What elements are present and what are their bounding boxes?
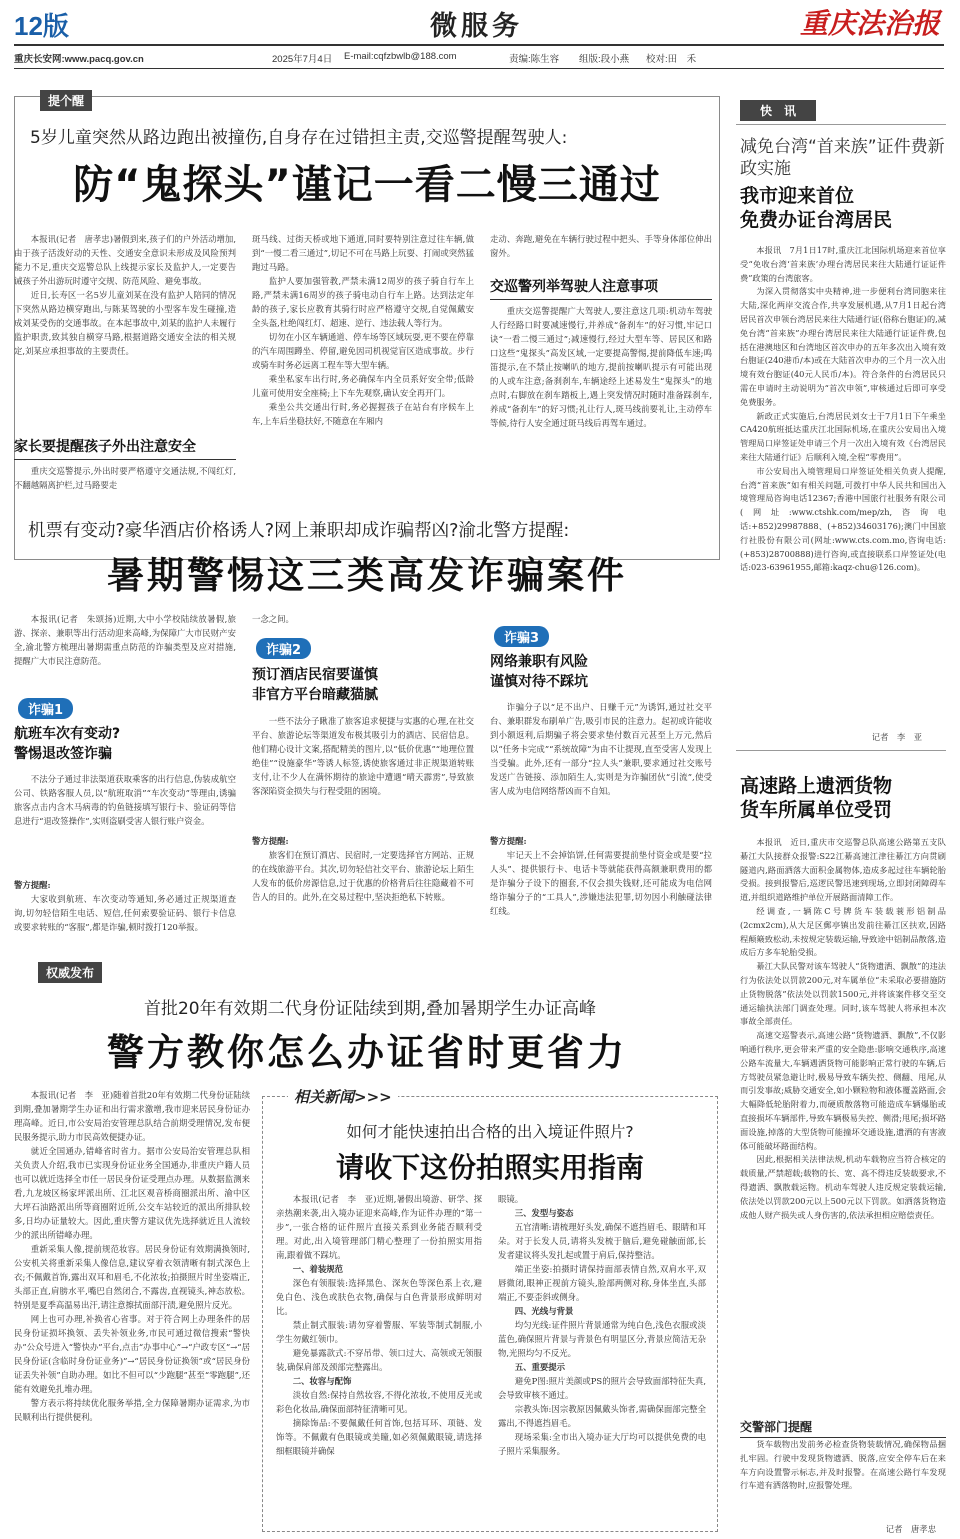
article-kicker: 5岁儿童突然从路边跑出被撞伤,自身存在过错担主责,交巡警提醒驾驶人: <box>30 128 568 148</box>
divider <box>14 68 944 69</box>
paragraph: 均匀光线:证件照片背景通常为纯白色,浅色衣服或淡蓝色,确保照片背景与背景色有明显区分,背景应简洁无杂物,光照均匀不反光。 <box>498 1320 706 1358</box>
layout-editor: 组版:段小燕 <box>579 54 630 65</box>
fraud-subtitle: 航班车次有变动? 警惕退改签诈骗 <box>14 726 121 762</box>
section-heading: 三、发型与姿态 <box>514 1208 574 1218</box>
paragraph: 避免暴露款式:不穿吊带、领口过大、高领或无领服装,确保肩部及颈部完整露出。 <box>276 1348 482 1372</box>
article-kicker: 首批20年有效期二代身份证陆续到期,叠加暑期学生办证高峰 <box>143 999 597 1019</box>
article-column <box>252 232 474 498</box>
article-column <box>14 1088 250 1536</box>
section-heading: 一、着装规范 <box>292 1264 344 1274</box>
header-info-bar <box>14 48 944 66</box>
divider <box>14 44 944 46</box>
fraud-label-3 <box>494 626 549 647</box>
paragraph: 禁止制式服装:请勿穿着警服、军装等制式制服,小学生勿戴红领巾。 <box>276 1320 482 1344</box>
fraud-label-1 <box>18 698 73 719</box>
tip-label: 警方提醒: <box>14 880 51 890</box>
date: 2025年7月4日 <box>272 54 333 65</box>
page-number: 12版 <box>14 11 69 41</box>
email[interactable]: E-mail:cqfzbwlb@188.com <box>344 51 457 62</box>
paragraph: 避免P图:照片美颜或PS的照片会导致面部特征失真,会导致审核不通过。 <box>498 1376 706 1400</box>
article-kicker: 机票有变动?豪华酒店价格诱人?网上兼职却成诈骗帮凶?渝北警方提醒: <box>28 521 570 541</box>
section-tag: 提个醒 <box>40 90 92 111</box>
paragraph: 市公安局出入境管理局口岸签证处相关负责人提醒,台湾“首来族”如有相关问题,可拨打中华人民共和国出入境管理局咨询电话12367;香港中国旅行社服务有限公司(网址:www.ctshk.com/mep/zh,咨询电话:+852)29987888、(+852)34603176);澳门中国旅行社股份有限公司(网址:www.cts.com.mo,咨询电话:(+853)28700888)进行咨询,或直接联系口岸签证处(电话:023-63961955,邮箱:kaqz-chu@126.com)。 <box>740 465 946 573</box>
section-title: 微服务 <box>430 11 523 42</box>
paragraph: 新政正式实施后,台湾居民刘女士于7月1日下午乘坐CA420航班抵达重庆江北国际机场,在重庆公安局出入境管理局口岸签证处申请三个月一次出入境有效《台湾居民来往大陆通行证》后顺利入境,全程“零费用”。 <box>740 410 946 462</box>
related-headline: 请收下这份拍照实用指南 <box>335 1151 644 1184</box>
news-body <box>740 244 946 718</box>
paragraph: 走动、奔跑,避免在车辆行驶过程中把头、手等身体部位伸出窗外。 <box>490 234 712 258</box>
paragraph: 淡妆自然:保持自然妆容,不得化浓妆,不使用反光或彩色化妆品,确保面部特征清晰可见。 <box>276 1390 482 1414</box>
section-heading: 四、光线与背景 <box>514 1306 574 1316</box>
paragraph: 现场采集:全市出入境办证大厅均可以提供免费的电子照片采集服务。 <box>498 1432 706 1456</box>
section-heading: 五、重要提示 <box>514 1362 566 1372</box>
byline: 记者 李 亚 <box>871 732 922 742</box>
fraud-subtitle: 网络兼职有风险 谨慎对待不踩坑 <box>490 654 588 690</box>
paragraph: 诈骗分子以“足不出户、日赚千元”为诱饵,通过社交平台、兼职群发布刷单广告,吸引市民的注意力。起初或许能收到小额返利,后期骗子将会要求垫付数百元甚至上万元,然后以“任务卡完成”“系统故障”为由不让提现,直至受害人发现上当受骗。此外,还有一部分“拉人头”兼职,要求通过社交账号发送广告链接、添加陌生人,实则是为诈骗团伙“引流”,使受害人成为电信网络帮凶而不自知。 <box>490 702 712 796</box>
paragraph: 重庆交巡警提示,外出时要严格遵守交通法规,不闯红灯,不翻越隔离护栏,过马路要走 <box>14 466 236 490</box>
paragraph: 斑马线、过街天桥或地下通道,同时要特别注意过往车辆,做到“一慢二看三通过”,切记不可在马路上玩耍、打闹或突然猛跑过马路。 <box>252 234 474 272</box>
article-column <box>252 714 474 832</box>
paragraph: 高速交巡警表示,高速公路“货物遗洒、飘散”,不仅影响通行秩序,更会带来严重的安全隐患:影响交通秩序,高速公路车流量大,车辆遇洒货物可能影响正常行驶的车辆,后方驾驶员紧急避让时,极易导致车辆失控、侧翻、甩尾,从而引发事故;威胁交通安全,如小颗粒物和液体覆盖路面,会大幅降低轮胎附着力,而硬质散落物可能造成车辆爆胎或直接损坏车辆部件,导致车辆极易失控、侧滑;甩尾;损坏路面设施,掉落的大型货物可能撞坏交通设施,遗洒的有害液体可能破坏路面结构。 <box>740 1030 946 1151</box>
article-column <box>252 612 474 628</box>
article-column <box>498 1192 706 1528</box>
proofreader: 校对:田 禾 <box>646 54 697 65</box>
paragraph: 本报讯 7月1日17时,重庆江北国际机场迎来首位享受“免收台湾‘首来族’办理台湾居民来往大陆通行证证件费”政策的台湾旅客。 <box>740 245 946 283</box>
article-column <box>14 464 236 498</box>
paragraph: 乘坐私家车出行时,务必确保车内全员系好安全带;低龄儿童可使用安全座椅;上下车先观察,确认安全再开门。 <box>252 374 474 398</box>
divider <box>736 124 946 125</box>
paragraph: 不法分子通过非法渠道获取乘客的出行信息,伪装成航空公司、铁路客服人员,以“航班取消”“车次变动”等理由,诱骗旅客点击内含木马病毒的钓鱼链接填写银行卡、验证码等信息进行“退改签操作”,实则盗刷受害人银行账户资金。 <box>14 774 236 826</box>
paragraph: 摘除饰品:不要佩戴任何首饰,包括耳环、项链、发饰等。不佩戴有色眼镜或美瞳,如必须佩戴眼镜,请选择细框眼镜并确保 <box>276 1418 482 1456</box>
paragraph: 重新采集人像,提前规范妆容。居民身份证有效期满换领时,公安机关将重新采集人像信息,建议穿着衣领清晰有制式深色上衣;不佩戴首饰,露出双耳和眉毛,不化浓妆;拍摄照片时坐姿端正,头部正直,肩膀水平,嘴巴自然闭合,不露齿,直视镜头,神态放松。特别是夏季高温易出汗,请注意擦拭面部汗渍,避免照片反光。 <box>14 1244 250 1310</box>
paragraph: 本报讯(记者 朱颂扬)近期,大中小学校陆续放暑假,旅游、探亲、兼职等出行活动迎来高峰,为保障广大市民财产安全,渝北警方梳理出暑期需重点防范的诈骗类型及应对措施,提醒广大市民注意防范。 <box>14 614 236 666</box>
article-column <box>490 304 712 498</box>
brand-logo: 重庆法治报 <box>800 7 941 40</box>
paragraph: 经调查,一辆陈C号牌货车装载蓑形铝制品(2cmx2cm),从大足区郵亭镇出发前往綦江区扶欢,因路程颠簸致松动,未按规定装载运输,导致途中铝制品散落,造成后方多车轮胎受损。 <box>740 905 946 958</box>
paragraph: 监护人要加强管教,严禁未满12周岁的孩子骑自行车上路,严禁未满16周岁的孩子骑电动自行车上路。达到法定年龄的孩子,家长应教育其骑行时应严格遵守交规,自觉佩戴安全头盔,杜绝闯红灯、超速、逆行、违法载人等行为。 <box>252 276 474 328</box>
editor: 责编:陈生容 <box>509 54 560 65</box>
article-column <box>14 232 236 432</box>
section-heading: 二、妆容与配饰 <box>292 1376 352 1386</box>
byline: 记者 唐孝忠 <box>885 1524 936 1534</box>
paragraph: 一念之间。 <box>252 614 294 624</box>
subheading: 家长要提醒孩子外出注意安全 <box>14 436 236 460</box>
subheading: 交巡警列举驾驶人注意事项 <box>490 276 712 300</box>
article-column <box>14 892 236 954</box>
news-headline: 高速路上遗洒货物 货车所属单位受罚 <box>740 775 893 821</box>
section-tag: 快 讯 <box>740 100 816 121</box>
article-column <box>490 232 712 262</box>
article-headline: 防“鬼探头”谨记一看二慢三通过 <box>73 162 661 208</box>
fraud-tag: 诈骗2 <box>256 638 311 659</box>
paragraph: 网上也可办理,补换省心省事。对于符合网上办理条件的居民身份证损坏换领、丢失补领业务,市民可通过微信搜索“警快办”公众号进入“警快办”平台,点击“办事中心”→“户政专区”→“居民身份证(含临时身份证业务)”→“居民身份证换领”或“居民身份证丢失补领”自助办理。如比不但可以“少跑腿”甚至“零跑腿”,还能有效避免扎堆办理。 <box>14 1314 250 1394</box>
paragraph: 大家收到航班、车次变动等通知,务必通过正规渠道查询,切勿轻信陌生电话、短信,任何索要验证码、银行卡信息或要求转账的“客服”,都是诈骗,顿时拨打120举报。 <box>14 894 236 932</box>
tip-label: 警方提醒: <box>490 836 527 846</box>
article-headline: 警方教你怎么办证省时更省力 <box>107 1031 627 1074</box>
paragraph: 警方表示将持续优化服务举措,全力保障暑期办证需求,为市民顺利出行提供便利。 <box>14 1398 250 1422</box>
paragraph: 为深入贯彻落实中央精神,进一步便利台湾同胞来往大陆,深化两岸交流合作,共享发展机遇,从7月1日起台湾居民首次申领台湾居民来往大陆通行证(俗称台胞证)的,减免台湾“首来族”办理台湾居民来往大陆通行证证件费,包括在港澳地区和台湾地区首次申办的五年多次出入境有效台胞证(240港币/本)或在大陆首次申办的三个月一次入出境有效台胞证(40元人民币/本)。符合条件的台湾居民只需在申请时主动说明为“首次申领”,审核通过后即可享受免费服务。 <box>740 286 946 407</box>
paragraph: 近日,长寿区一名5岁儿童刘某在没有监护人陪同的情况下突然从路边横穿跑出,与陈某驾驶的小型客车发生碰撞,造成刘某受伤的交通事故。在本起事故中,刘某的监护人未履行监护职责,致其独自横穿马路,根据道路交通安全法的相关规定,刘某应承担事故的主要责任。 <box>14 290 236 356</box>
paragraph: 乘坐公共交通出行时,务必握握孩子在站台有序候车上车,上车后坐稳扶好,不随意在车厢内 <box>252 402 474 426</box>
related-news-label: 相关新闻>>> <box>288 1086 398 1107</box>
fraud-tag: 诈骗1 <box>18 698 73 719</box>
article-headline: 暑期警惕这三类高发诈骗案件 <box>107 554 627 597</box>
paragraph: 端正坐姿:拍摄时请保持面部表情自然,双肩水平,双唇微闭,眼神正视前方镜头,脸部两侧对称,身体坐直,头部端正,不要歪斜或侧身。 <box>498 1264 706 1302</box>
section-tag: 权威发布 <box>38 962 102 983</box>
fraud-subtitle: 预订酒店民宿要谨慎 非官方平台暗藏猫腻 <box>252 667 378 703</box>
paragraph: 牢记天上不会掉馅饼,任何需要提前垫付资金或是要“拉人头”、提供银行卡、电话卡等就能获得高额兼职费用的都是诈骗分子设下的圈套,不仅会损失钱财,还可能成为电信网络诈骗分子的“工具人”,涉嫌违法犯罪,切勿因小利触碰法律红线。 <box>490 850 712 916</box>
paragraph: 因此,根据相关法律法规,机动车载物应当符合核定的载质量,严禁超载;载物的长、宽、高不得违反装载要求,不得遗洒、飘散载运物。机动车驾驶人违反规定装载运输,依法处以罚款200元以上500元以下罚款。如洒落货物造成他人财产损失或人身伤害的,依法承担相应赔偿责任。 <box>740 1154 946 1220</box>
divider <box>736 750 946 751</box>
paragraph: 就近全国通办,错峰省时省力。据市公安局治安管理总队相关负责人介绍,我市已实现身份证业务全国通办,非重庆户籍人员也可以就近选择全市任一居民身份证受理点办理。从数据监测来看,九龙坡区杨家坪派出所、江北区观音桥商圈派出所、渝中区大坪石油路派出所等商圈附近所,公交车站较近的派出所排队较多,日均办证量较大。因此,重庆警方建议优先选择就近且人流较少的派出所错峰办理。 <box>14 1146 250 1240</box>
paragraph: 本报讯(记者 唐孝忠)暑假到来,孩子们的户外活动增加,由于孩子活泼好动的天性、交通安全意识未形成及风险预判能力不足,重庆交巡警总队上线提示家长及监护人,一定要告诫孩子外出游玩时遵守交规、防范风险、避免事故。 <box>14 234 236 286</box>
tip-label: 警方提醒: <box>252 836 289 846</box>
paragraph: 本报讯(记者 李 亚)近期,暑假出境游、研学、探亲热潮来袭,出入境办证迎来高峰,作为证件办理的“第一步”,一张合格的证件照片直接关系到业务能否顺利受理。对此,出入境管理部门精心整理了一份拍照实用指南,跟着做不踩坑。 <box>276 1194 482 1260</box>
paragraph: 一些不法分子瞅准了旅客追求便捷与实惠的心理,在社交平台、旅游论坛等渠道发布极其吸引力的酒店、民宿信息。他们精心设计文案,搭配精美的图片,以“低价优惠”“地理位置绝佳”“设施豪华”等诱人标签,诱使旅客通过非正规渠道转账支付,让不少人在满怀期待的旅途中遭遇“晴天霹雳”,导致旅客深陷资金损失与行程受阻的困境。 <box>252 716 474 796</box>
subheading: 交警部门提醒 <box>740 1418 946 1438</box>
paragraph: 重庆交巡警提醒广大驾驶人,要注意这几项:机动车驾驶人行经路口时要减速慢行,并养成“备刹车”的好习惯,牢记口诀“一看二慢三通过”;减速慢行,经过大型车等、居民区和路口这些“鬼探头”高发区域,一定要提高警惕,提前降低车速;鸣笛提示,在不禁止按喇叭的地方,提前按喇叭提示有可能出现的人或车注意;备刹刹车,车辆途经上述易发生“鬼探头”的地点时,右脚放在刹车踏板上,遇上突发情况时随时准备踩刹车,养成“备刹车”的好习惯;礼让行人,斑马线前要礼让,主动停车等候,待行人安全通过斑马线后再驾车通过。 <box>490 306 712 428</box>
news-headline: 我市迎来首位 免费办证台湾居民 <box>740 185 893 231</box>
paragraph: 本报讯(记者 李 亚)随着首批20年有效期二代身份证陆续到期,叠加暑期学生办证和出行需求激增,我市迎来居民身份证办理高峰。近日,市公安局治安管理总队结合前期受理情况,发布便民服务提示,助力市民高效便捷办证。 <box>14 1090 250 1142</box>
news-kicker: 减免台湾“首来族”证件费新政实施 <box>740 137 945 179</box>
paragraph: 货车载物出发前务必检查货物装载情况,确保物品捆扎牢固。行驶中发现货物遗洒、脱落,应安全停车后在来车方向设置警示标志,并及时报警。在高速公路行车发现行车道有洒落物时,应报警处理。 <box>740 1439 946 1491</box>
fraud-label-2 <box>256 638 311 659</box>
article-column <box>14 772 236 878</box>
article-column <box>490 700 712 834</box>
news-body <box>740 1438 946 1522</box>
website[interactable]: 重庆长安网:www.pacq.gov.cn <box>14 54 144 65</box>
paragraph: 五官清晰:请梳理好头发,确保不遮挡眉毛、眼睛和耳朵。对于长发人员,请将头发梳于脑后,避免碰触面部,长发者建议将头发扎起或置于肩后,保持整洁。 <box>498 1222 706 1260</box>
paragraph: 綦江大队民警对该车驾驶人“货物遗洒、飘散”的违法行为依法处以罚款200元,对车属单位“未采取必要措施防止货物脱落”依法处以罚款1500元,并将该案件移交至交通运输执法部门调查处理。同时,该车驾驶人将承担本次事故全部责任。 <box>740 961 946 1027</box>
related-kicker: 如何才能快速拍出合格的出入境证件照片? <box>346 1123 634 1141</box>
paragraph: 深色有领服装:选择黑色、深灰色等深色系上衣,避免白色、浅色或肤色衣物,确保与白色背景形成鲜明对比。 <box>276 1278 482 1316</box>
paragraph: 眼镜。 <box>498 1194 524 1204</box>
news-body <box>740 836 946 1412</box>
paragraph: 本报讯 近日,重庆市交巡警总队高速公路第五支队綦江大队接群众报警:S22江綦高速江津往綦江方向贯刷隧道内,路面洒落大面积金属物体,造成多起过往车辆轮胎受损。接到报警后,巡逻民警迅速到现场,立即封闭障碍车道,并组织道路维护单位开展路面清障工作。 <box>740 837 946 903</box>
article-column <box>252 848 474 954</box>
article-column <box>14 612 236 690</box>
article-column <box>490 848 712 954</box>
paragraph: 宗教头饰:因宗教原因佩戴头饰者,需确保面部完整全露出,不得遮挡眉毛。 <box>498 1404 706 1428</box>
fraud-tag: 诈骗3 <box>494 626 549 647</box>
paragraph: 切勿在小区车辆通道、停车场等区域玩耍,更不要在停靠的汽车周围蹲坐、停留,避免因司机视觉盲区造成事故。步行或骑车时务必远离工程车等大型车辆。 <box>252 332 474 370</box>
article-column <box>276 1192 482 1528</box>
paragraph: 旅客们在预订酒店、民宿时,一定要选择官方网站、正规的在线旅游平台。其次,切勿轻信社交平台、旅游论坛上陌生人发布的低价房源信息,过于优惠的价格背后往往隐藏着不可告人的目的。此外,在交易过程中,坚决拒绝私下转账。 <box>252 850 474 902</box>
